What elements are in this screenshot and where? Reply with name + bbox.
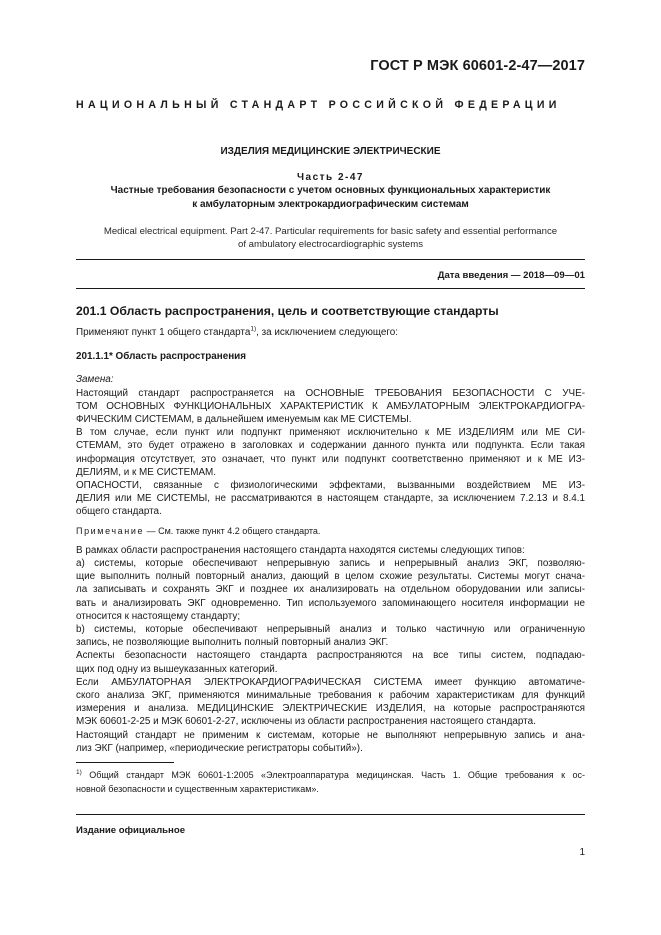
english-title-line: of ambulatory electrocardiographic systems — [237, 239, 424, 250]
footnote-divider — [76, 762, 174, 763]
paragraph-line: СТЕМАМ, это будет отражено в заголовках и содержании данного пункта или подпункта. Если такая — [76, 440, 585, 452]
paragraph-not-applicable — [76, 729, 585, 755]
paragraph-line: а) системы, которые обеспечивают непрерывную запись и непрерывный анализ ЭКГ, позволяю- — [76, 558, 585, 570]
section-intro — [76, 326, 585, 339]
paragraph-line: щих под одну из вышеуказанных категорий. — [76, 663, 278, 675]
section-title: 201.1 Область распространения, цель и соответствующие стандарты — [76, 304, 499, 318]
divider — [76, 259, 585, 260]
document-subtitle — [76, 184, 585, 212]
divider — [76, 288, 585, 289]
paragraph-line: Настоящий стандарт не применим к системам, которые не выполняют непрерывную запись и ана- — [76, 729, 585, 741]
paragraph-automatic-analysis — [76, 676, 585, 729]
note-label: Примечание — [76, 525, 145, 536]
subtitle-line: Частные требования безопасности с учетом основных функциональных характеристик — [110, 185, 551, 196]
paragraph-scope — [76, 387, 585, 427]
paragraph-types-intro — [76, 544, 585, 557]
paragraph-line: измерения и анализа. МЕДИЦИНСКИЕ ЭЛЕКТРИЧЕСКИЕ ИЗДЕЛИЯ, на которые распространяются — [76, 703, 585, 715]
subsection-title: 201.1.1* Область распространения — [76, 351, 246, 363]
paragraph-line: информация отсутствует, это означает, что пункт или подпункт соответственно применяют и к МЕ ИЗ- — [76, 453, 585, 465]
note — [76, 525, 585, 538]
official-edition-label: Издание официальное — [76, 825, 186, 836]
paragraph-line: В рамках области распространения настоящего стандарта находятся системы следующих типов: — [76, 544, 525, 556]
edition-divider — [76, 814, 585, 815]
paragraph-line: b) системы, которые обеспечивают непрерывный анализ и только частичную или ограниченную — [76, 624, 585, 636]
paragraph-line: Настоящий стандарт распространяется на ОСНОВНЫЕ ТРЕБОВАНИЯ БЕЗОПАСНОСТИ С УЧЕ- — [76, 387, 585, 399]
paragraph-safety-aspects — [76, 649, 585, 675]
paragraph-hazards — [76, 479, 585, 519]
national-standard-heading: НАЦИОНАЛЬНЫЙ СТАНДАРТ РОССИЙСКОЙ ФЕДЕРАЦИИ — [76, 99, 561, 111]
paragraph-line: ского анализа ЭКГ, применяются минимальные требования к рабочим характеристикам для функций — [76, 690, 585, 702]
paragraph-line: общего стандарта. — [76, 506, 162, 518]
paragraph-applicability — [76, 426, 585, 479]
english-title — [76, 225, 585, 251]
subtitle-line: к амбулаторным электрокардиографическим системам — [192, 199, 469, 210]
intro-text: Применяют пункт 1 общего стандарта — [76, 327, 251, 338]
paragraph-line: ла записывать и сохранять ЭКГ и позднее их анализировать на отдельном оборудовании или записы- — [76, 584, 585, 596]
footnote-reference[interactable]: 1) — [250, 325, 257, 333]
standard-code: ГОСТ Р МЭК 60601-2-47—2017 — [370, 58, 585, 74]
paragraph-line: ДЕЛИЯМ, и к МЕ СИСТЕМАМ. — [76, 466, 217, 478]
introduction-date: Дата введения — 2018—09—01 — [437, 270, 585, 281]
paragraph-line: ДЕЛИЯ или МЕ СИСТЕМЫ, не рассматриваются в настоящем стандарте, за исключением 7.2.13 и 8.4.1 — [76, 493, 585, 505]
paragraph-line: ТОМ ОСНОВНЫХ ФУНКЦИОНАЛЬНЫХ ХАРАКТЕРИСТИК К АМБУЛАТОРНЫМ ЭЛЕКТРОКАРДИОГРА- — [76, 400, 585, 412]
paragraph-line: Аспекты безопасности настоящего стандарта распространяются на все типы систем, подпадаю- — [76, 650, 585, 662]
paragraph-type-b — [76, 623, 585, 649]
footnote-text: Общий стандарт МЭК 60601-1:2005 «Электроаппаратура медицинская. Часть 1. Общие требования к ос- — [81, 770, 585, 780]
paragraph-line: В том случае, если пункт или подпункт применяют исключительно к МЕ ИЗДЕЛИЯМ или МЕ СИ- — [76, 427, 585, 439]
document-title: ИЗДЕЛИЯ МЕДИЦИНСКИЕ ЭЛЕКТРИЧЕСКИЕ — [220, 146, 441, 157]
section-body — [76, 326, 585, 755]
paragraph-line: ОПАСНОСТИ, связанные с физиологическими эффектами, вызванными воздействием МЕ ИЗ- — [76, 480, 585, 492]
paragraph-line: лиз ЭКГ (например, «периодические регистраторы событий»). — [76, 742, 363, 754]
note-text: — См. также пункт 4.2 общего стандарта. — [144, 525, 321, 536]
paragraph-type-a — [76, 557, 585, 623]
paragraph-line: запись, не позволяющие выполнить полный повторный анализ ЭКГ. — [76, 637, 389, 649]
english-title-line: Medical electrical equipment. Part 2-47. Particular requirements for basic safety and essential performance — [103, 226, 558, 237]
intro-text: , за исключением следующего: — [256, 327, 399, 338]
paragraph-line: вать и анализировать ЭКГ одновременно. Тип используемого запоминающего носителя информации не — [76, 597, 585, 609]
footnote-line: новной безопасности и существенным характеристикам». — [76, 783, 319, 794]
paragraph-line: ФИЧЕСКИМ СИСТЕМАМ, в дальнейшем именуемым как МЕ СИСТЕМЫ. — [76, 414, 412, 426]
document-part: Часть 2-47 — [297, 172, 364, 183]
paragraph-line: МЭК 60601-2-25 и МЭК 60601-2-27, исключены из области распространения настоящего стандарта. — [76, 716, 536, 728]
paragraph-line: относится к настоящему стандарту; — [76, 610, 241, 622]
footnote-line — [76, 769, 585, 783]
paragraph-line: щие выполнить полный повторный анализ, дающий в целом схожие результаты. Системы могут снача- — [76, 571, 585, 583]
replacement-label: Замена: — [76, 374, 114, 386]
paragraph-line: Если АМБУЛАТОРНАЯ ЭЛЕКТРОКАРДИОГРАФИЧЕСКАЯ СИСТЕМА имеет функцию автоматиче- — [76, 676, 585, 688]
footnote — [76, 769, 585, 796]
page-number: 1 — [579, 847, 585, 858]
footnote-marker: 1) — [76, 769, 82, 776]
